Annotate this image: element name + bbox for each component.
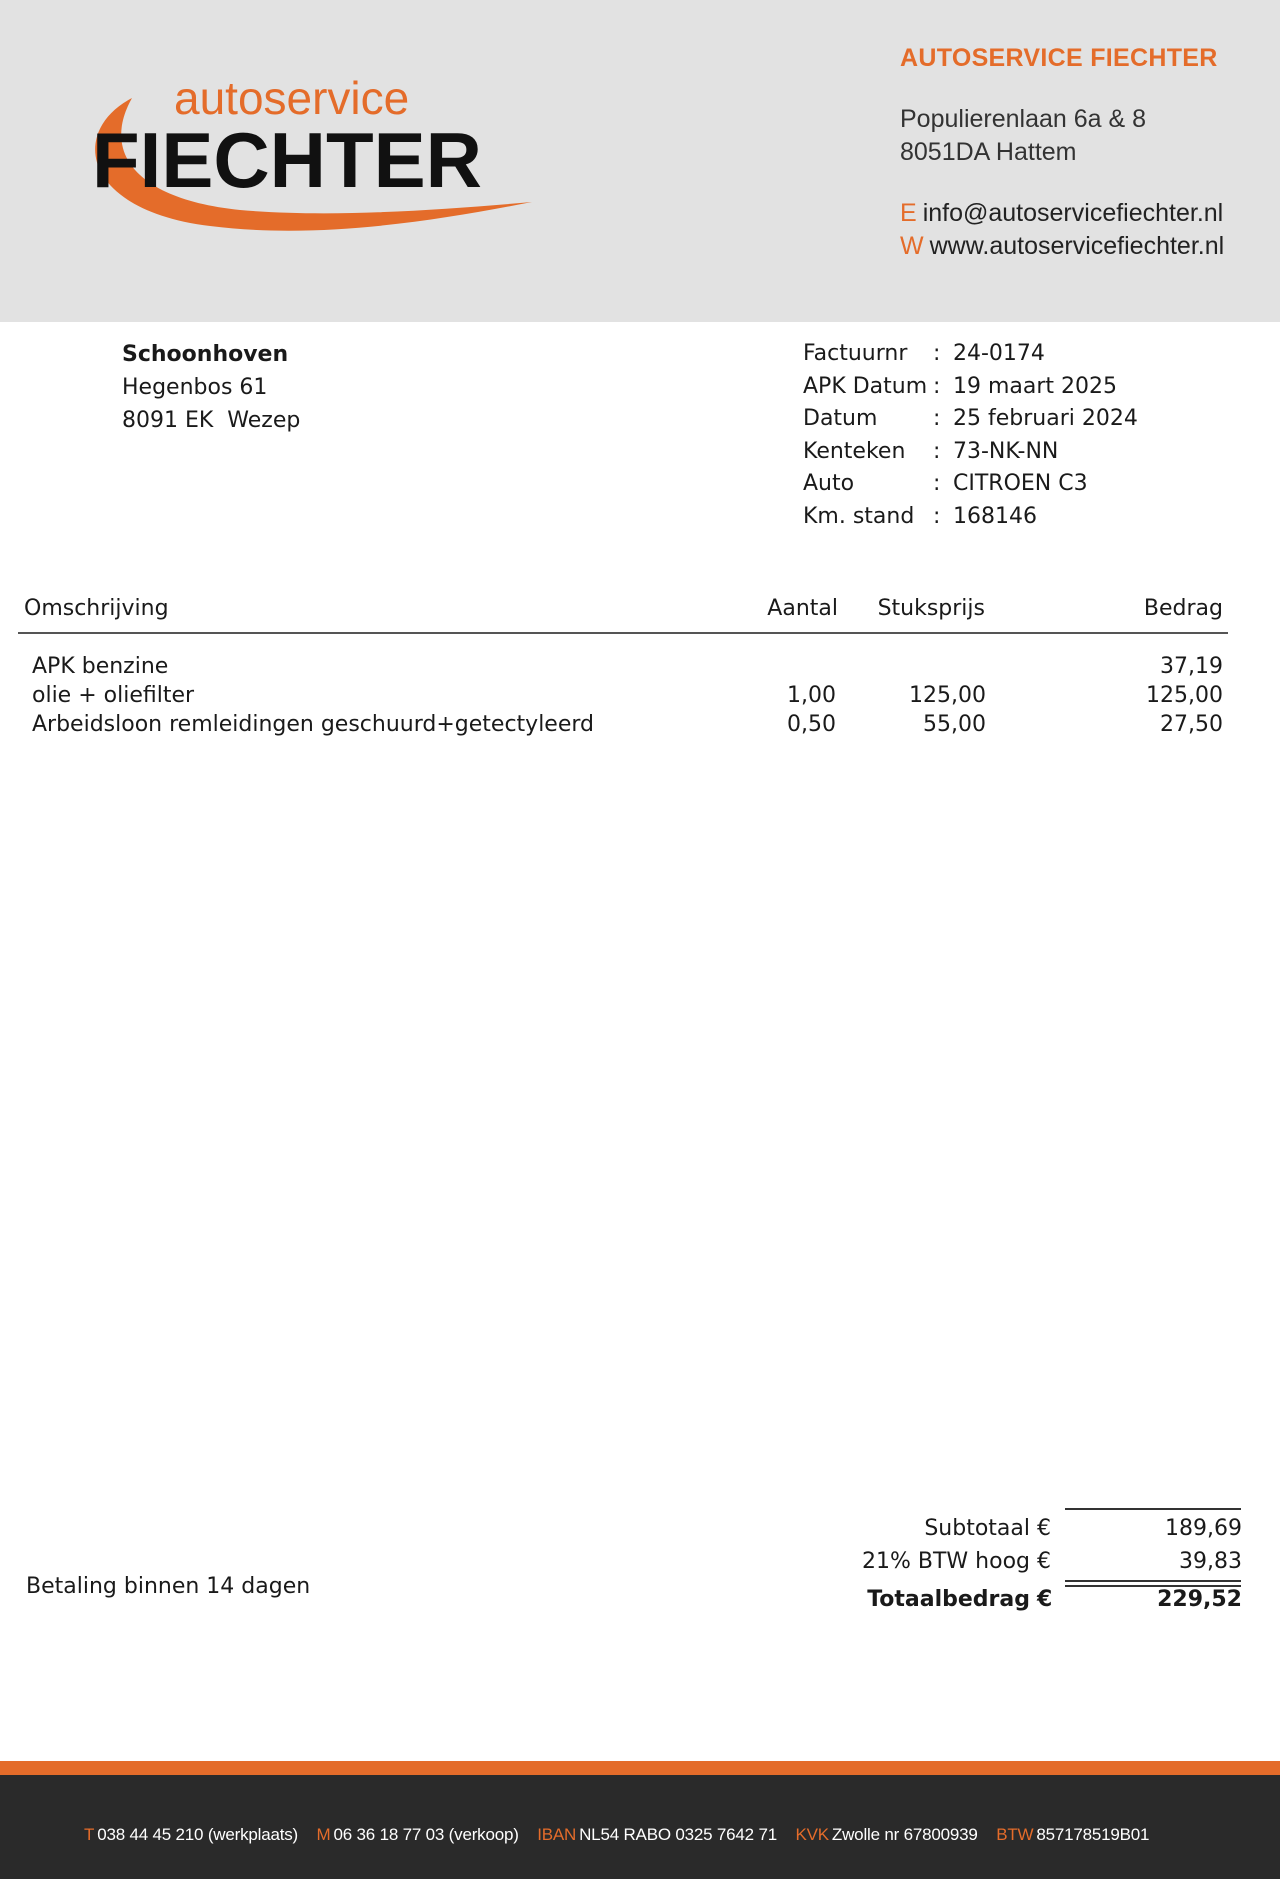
meta-row-car — [803, 468, 1138, 501]
table-row — [18, 683, 1228, 712]
header-unit-price: Stuksprijs — [877, 596, 985, 621]
meta-separator: : — [933, 471, 941, 496]
web-label: W — [900, 232, 924, 260]
payment-terms: Betaling binnen 14 dagen — [26, 1574, 311, 1599]
meta-value: 19 maart 2025 — [953, 373, 1118, 399]
subtotal-currency: € — [1037, 1516, 1051, 1541]
total-row — [780, 1587, 1242, 1617]
btw-label: BTW — [996, 1825, 1034, 1844]
meta-value: 73-NK-NN — [953, 438, 1059, 464]
meta-value: CITROEN C3 — [953, 471, 1088, 496]
customer-name: Schoonhoven — [122, 342, 289, 367]
subtotal-value: 189,69 — [1165, 1516, 1242, 1541]
invoice-footer — [0, 1775, 1280, 1879]
vat-label: 21% BTW hoog — [862, 1549, 1030, 1574]
cell-amount: 125,00 — [1146, 683, 1223, 708]
customer-address — [122, 338, 300, 437]
header-description: Omschrijving — [24, 596, 169, 621]
iban-label: IBAN — [537, 1825, 577, 1844]
header-quantity: Aantal — [767, 596, 838, 621]
meta-label: Km. stand — [803, 503, 915, 529]
logo-wordmark-main: FIECHTER — [92, 116, 482, 204]
cell-quantity: 0,50 — [787, 712, 836, 737]
meta-separator: : — [933, 438, 941, 464]
table-header-rule — [18, 632, 1228, 634]
company-name: AUTOSERVICE FIECHTER — [900, 44, 1218, 72]
company-contact — [900, 197, 1224, 263]
table-body — [18, 654, 1228, 741]
total-value: 229,52 — [1157, 1587, 1242, 1612]
meta-row-date — [803, 403, 1138, 436]
company-street: Populierenlaan 6a & 8 — [900, 105, 1147, 133]
company-email: info@autoservicefiechter.nl — [922, 199, 1224, 227]
meta-separator: : — [933, 406, 941, 431]
footer-kvk: Zwolle nr 67800939 — [831, 1825, 978, 1844]
totals-top-rule — [1065, 1508, 1241, 1510]
totals-vat-rule — [1065, 1580, 1241, 1582]
cell-description: olie + oliefilter — [32, 683, 195, 708]
company-email-row — [900, 197, 1224, 230]
meta-value: 25 februari 2024 — [953, 406, 1138, 431]
meta-value: 24-0174 — [953, 341, 1045, 366]
invoice-meta — [803, 338, 1138, 533]
meta-row-license-plate — [803, 436, 1138, 469]
table-row — [18, 654, 1228, 683]
vat-row — [780, 1549, 1242, 1579]
customer-city: 8091 EK Wezep — [122, 408, 301, 433]
cell-description: Arbeidsloon remleidingen geschuurd+getectyleerd — [32, 712, 594, 737]
cell-description: APK benzine — [32, 654, 169, 679]
subtotal-label: Subtotaal — [924, 1516, 1030, 1541]
table-header — [18, 596, 1228, 636]
meta-label: Kenteken — [803, 438, 906, 464]
subtotal-row — [780, 1516, 1242, 1546]
line-items-table — [18, 596, 1228, 737]
meta-label: APK Datum — [803, 373, 928, 399]
footer-details — [84, 1825, 1149, 1845]
logo-graphic — [80, 70, 540, 250]
meta-label: Factuurnr — [803, 341, 908, 366]
meta-separator: : — [933, 373, 941, 399]
meta-separator: : — [933, 341, 941, 366]
cell-quantity: 1,00 — [787, 683, 836, 708]
meta-value: 168146 — [953, 503, 1037, 529]
company-address — [900, 103, 1224, 169]
meta-row-invoice-number — [803, 338, 1138, 371]
company-info — [900, 44, 1224, 263]
cell-unit-price: 125,00 — [909, 683, 986, 708]
header-amount: Bedrag — [1143, 596, 1223, 621]
company-logo — [80, 70, 540, 250]
vat-currency: € — [1037, 1549, 1051, 1574]
total-currency: € — [1037, 1587, 1053, 1612]
table-row — [18, 712, 1228, 741]
vat-value: 39,83 — [1179, 1549, 1242, 1574]
invoice-header — [0, 0, 1280, 322]
footer-iban: NL54 RABO 0325 7642 71 — [579, 1825, 777, 1844]
footer-btw: 857178519B01 — [1036, 1825, 1150, 1844]
mobile-label: M — [316, 1825, 331, 1844]
footer-mobile: 06 36 18 77 03 (verkoop) — [333, 1825, 519, 1844]
meta-row-mileage — [803, 501, 1138, 534]
company-city: 8051DA Hattem — [900, 138, 1077, 166]
logo-wordmark-top: autoservice — [174, 72, 410, 124]
meta-row-apk-date — [803, 371, 1138, 404]
kvk-label: KVK — [795, 1825, 829, 1844]
footer-accent-stripe — [0, 1761, 1280, 1775]
cell-unit-price: 55,00 — [923, 712, 986, 737]
cell-amount: 27,50 — [1160, 712, 1223, 737]
phone-label: T — [84, 1825, 95, 1844]
customer-street: Hegenbos 61 — [122, 375, 268, 400]
email-label: E — [900, 199, 917, 227]
meta-separator: : — [933, 503, 941, 529]
meta-label: Datum — [803, 406, 878, 431]
meta-label: Auto — [803, 471, 855, 496]
footer-phone: 038 44 45 210 (werkplaats) — [97, 1825, 299, 1844]
company-website: www.autoservicefiechter.nl — [929, 232, 1225, 260]
cell-amount: 37,19 — [1160, 654, 1223, 679]
company-web-row — [900, 230, 1224, 263]
total-label: Totaalbedrag — [867, 1587, 1030, 1612]
